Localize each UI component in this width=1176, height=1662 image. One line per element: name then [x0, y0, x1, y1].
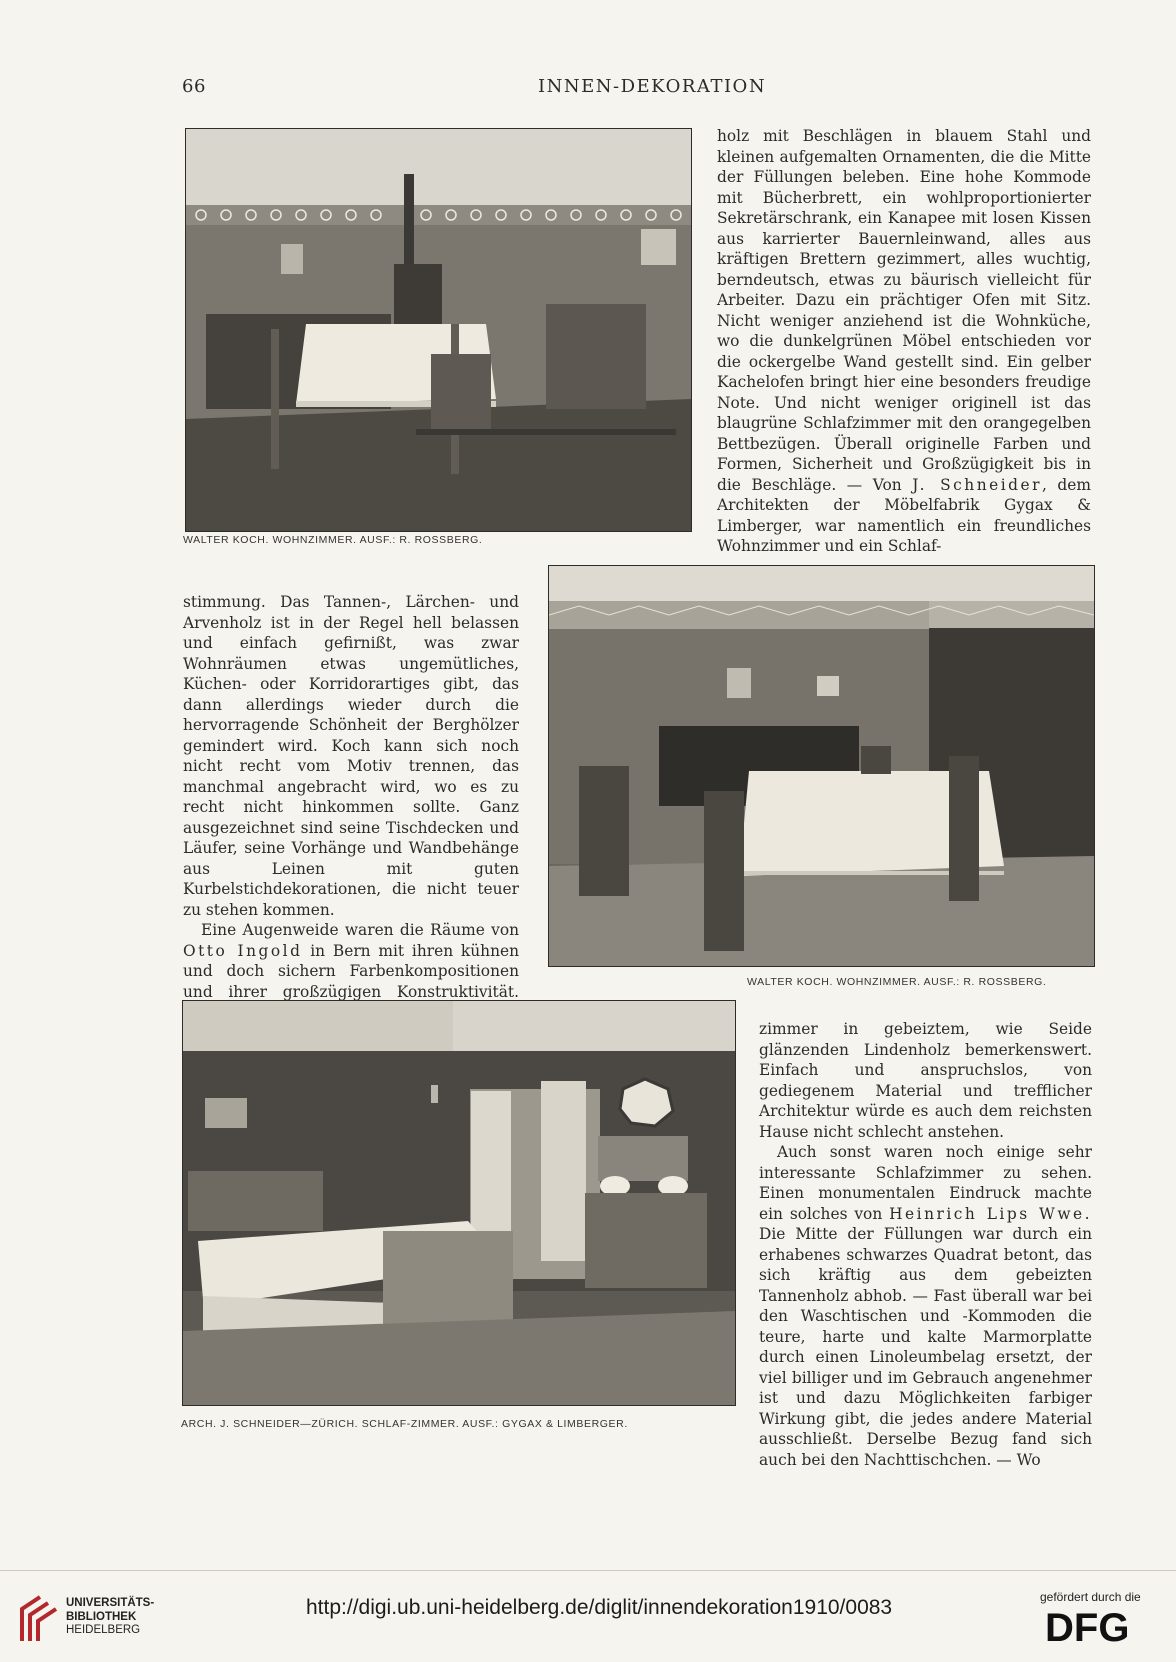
footer-divider [0, 1570, 1176, 1571]
text-segment: Auch sonst waren noch einige sehr interessante Schlafzimmer zu sehen. Einen monumentalen Eindruck machte ein solches von [759, 1143, 1092, 1223]
paragraph: stimmung. Das Tannen-, Lärchen- und Arvenholz ist in der Regel hell belassen und einfach gefirnißt, was zwar Wohnräumen etwas ungemütliches, Küchen- oder Korridorartiges gibt, das dann allerdings wieder durch die hervorragende Schönheit der Berghölzer gemindert wird. Koch kann sich noch nicht recht vom Motiv trennen, das manchmal angebracht wird, wo es zu recht nicht hinkommen sollte. Ganz ausgezeichnet sind seine Tischdecken und Läufer, seine Vorhänge und Wandbehänge aus Leinen mit guten Kurbelstichdekorationen, die nicht teuer zu stehen kommen. [183, 593, 519, 919]
text-column-top-right [717, 126, 1091, 557]
library-name-line: BIBLIOTHEK [66, 1610, 137, 1623]
page-title: INNEN-DEKORATION [538, 76, 767, 97]
library-name-line: UNIVERSITÄTS- [66, 1597, 155, 1609]
photo-caption: WALTER KOCH. WOHNZIMMER. AUSF.: R. ROSSBERG. [747, 976, 1047, 988]
library-name [66, 1597, 154, 1638]
person-name: Heinrich Lips Wwe. [889, 1204, 1092, 1223]
photo-caption: ARCH. J. SCHNEIDER—ZÜRICH. SCHLAF-ZIMMER. AUSF.: GYGAX & LIMBERGER. [181, 1418, 628, 1430]
page-number: 66 [182, 76, 206, 97]
text-segment: , dem Architekten der Möbelfabrik Gygax & Limberger, war namentlich ein freundliches Wohnzimmer und ein Schlaf- [717, 475, 1091, 555]
text-segment: Eine Augenweide waren die Räume von [201, 921, 519, 939]
person-name: Otto Ingold [183, 941, 303, 960]
text-segment: holz mit Beschlägen in blauem Stahl und kleinen aufgemalten Ornamenten, die die Mitte der Füllungen beleben. Eine hohe Kommode mit Bücherbrett, ein wohlproportionierter Sekretärschrank, ein Kanapee mit losen Kissen aus karrierter Bauernleinwand, alles aus kräftigen Brettern gezimmert, alles wuchtig, berndeutsch, etwas zu bäurisch vielleicht für Arbeiter. Dazu ein prächtiger Ofen mit Sitz. Nicht weniger anziehend ist die Wohnküche, wo die dunkelgrünen Möbel entschieden vor die ockergelbe Wand gestellt sind. Ein gelber Kachelofen bringt hier eine besonders freudige Note. Und nicht weniger originell ist das blaugrüne Schlafzimmer mit den orangegelben Bettbezügen. Überall originelle Farben und Formen, Sicherheit und Großzügigkeit bis in die Beschläge. — Von [717, 127, 1091, 494]
photo-bedroom [182, 1000, 736, 1406]
text-segment: in Bern mit ihren kühnen und doch sichern Farbenkompositionen und ihrer großzügigen Konstruktivität. [183, 941, 520, 1001]
library-name-line: HEIDELBERG [66, 1624, 141, 1636]
funding-label: gefördert durch die [1040, 1590, 1141, 1604]
library-logo-icon [16, 1591, 66, 1647]
photo-living-room-stove [185, 128, 692, 532]
text-column-bottom-right [759, 1019, 1092, 1470]
photo-dining-room [548, 565, 1095, 967]
text-segment: Die Mitte der Füllungen war durch ein erhabenes schwarzes Quadrat betont, das sich kräftig aus dem gebeizten Tannenholz abhob. — Fast überall war bei den Waschtischen und -Kommoden die teure, harte und kalte Marmorplatte durch einen Linoleumbelag ersetzt, der viel billiger und im Gebrauch angenehmer ist und dazu Möglichkeiten farbiger Wirkung gibt, die jedes andere Material ausschließt. Derselbe Bezug fand sich auch bei den Nachttischchen. — Wo [759, 1225, 1092, 1469]
paragraph: zimmer in gebeiztem, wie Seide glänzenden Lindenholz bemerkenswert. Einfach und anspruchslos, von gediegenem Material und trefflicher Architektur würde es auch dem reichsten Hause nicht schlecht anstehen. [759, 1020, 1092, 1141]
text-column-middle-left [183, 592, 519, 1043]
photo-caption: WALTER KOCH. WOHNZIMMER. AUSF.: R. ROSSBERG. [183, 534, 483, 546]
person-name: J. Schneider [912, 475, 1042, 494]
dfg-logo: DFG [1045, 1606, 1130, 1650]
source-url-link[interactable]: http://digi.ub.uni-heidelberg.de/diglit/innendekoration1910/0083 [306, 1596, 893, 1619]
